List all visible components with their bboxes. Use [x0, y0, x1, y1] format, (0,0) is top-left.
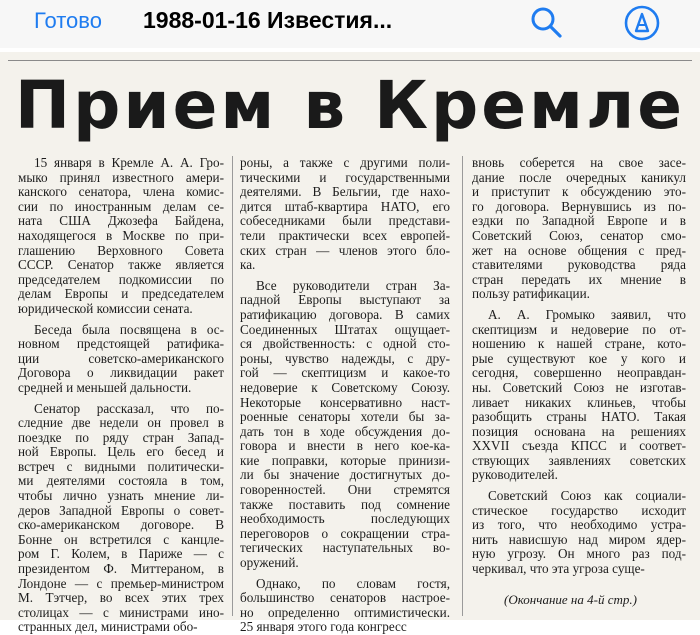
article-line: ми деятелями состояла в том, [18, 473, 224, 489]
article-line: президентом Ф. Миттераном, в [18, 561, 224, 577]
article-line: чтобы лично узнать мнение ли- [18, 488, 224, 504]
article-line: собеседниками были представи- [240, 213, 450, 229]
article-line: жет на основе общения с пред- [472, 242, 686, 258]
article-line: черкивал, что эта угроза суще- [472, 561, 645, 577]
article-line: оружений. [240, 555, 299, 571]
article-line: ной Европы. Цель его бесед и [18, 444, 224, 460]
article-line: ли бы значение достигнутых до- [240, 467, 450, 483]
article-line: го договора. Вернувшись из по- [472, 198, 686, 214]
article-line: роенные сенаторы хотели бы за- [240, 409, 450, 425]
column-divider [462, 156, 463, 616]
article-line: падной Европы выступают за [240, 292, 450, 308]
article-line: ставителями руководства ряда [472, 257, 686, 273]
markup-pen-icon[interactable] [623, 4, 661, 42]
article-column-1 [18, 156, 224, 635]
article-line: также поставить под сомнение [240, 496, 450, 512]
article-line: ратификацию договора. В самих [240, 306, 450, 322]
article-line: вновь соберется на свое засе- [472, 155, 686, 170]
article-line: мыко принял известного амери- [18, 169, 224, 185]
article-line: ната США Джозефа Байдена, [18, 213, 224, 229]
article-line: но определенно оптимистически. [240, 604, 450, 620]
article-line: Однако, по словам гостя, [256, 575, 450, 591]
article-line: руководителей. [472, 467, 558, 483]
article-line: позиция основана на решениях [472, 423, 686, 439]
article-line: ную угрозу. Он много раз под- [472, 546, 686, 562]
article-line: странных дел, министрами обо- [18, 619, 198, 635]
search-icon[interactable] [528, 4, 564, 40]
article-line: Беседа была посвящена в ос- [34, 321, 224, 337]
continuation-note: (Окончание на 4-й стр.) [504, 592, 637, 607]
article-line: говора и внести в него кое-ка- [240, 438, 450, 454]
article-line: Сенатор рассказал, что по- [34, 400, 224, 416]
article-line: следние две недели он провел в [18, 415, 224, 431]
article-line: пользу ратификации. [472, 286, 590, 302]
article-line: XXVII съезда КПСС и соответ- [472, 438, 686, 454]
article-line: необходимость последующих [240, 511, 450, 527]
article-line: СССР. Сенатор также является [18, 257, 224, 273]
article-line: юридической комиссии сената. [18, 300, 193, 316]
top-rule [8, 60, 692, 61]
article-line: Советский Союз как социали- [488, 488, 686, 504]
article-line: Все руководители стран За- [256, 277, 450, 293]
article-line: Соединенных Штатах ощущает- [240, 321, 450, 337]
article-line: ливает никаких клиньев, чтобы [472, 394, 686, 410]
article-line: нить нависшую над миром ядер- [472, 531, 686, 547]
article-line: роны, чувство надежды, с дру- [240, 350, 450, 366]
article-line: ских стран — членов этого бло- [240, 242, 450, 258]
article-line: и приступит к обсуждению это- [472, 184, 686, 200]
article-line: ка. [240, 257, 256, 273]
article-line: большинство сенаторов настрое- [240, 590, 450, 606]
article-line: рые существуют кое у кого и [472, 350, 686, 366]
done-button[interactable]: Готово [34, 8, 102, 33]
article-line: поездке по ряду стран Запад- [18, 429, 224, 445]
article-line: Советский Союз, сенатор смо- [472, 227, 686, 243]
article-line: кие поправки, которые принизи- [240, 452, 450, 468]
article-line: Некоторые консервативно наст- [240, 394, 450, 410]
article-column-3 [472, 156, 686, 577]
article-line: ром Г. Колем, в Париже — с [18, 546, 224, 562]
article-line: сегодня, совершенно неоправдан- [472, 365, 686, 381]
article-line: разобщить страны НАТО. Такая [472, 409, 686, 425]
article-line: средней и меньшей дальности. [18, 379, 192, 395]
article-line: сии по иностранным делам се- [18, 198, 224, 214]
article-line: А. А. Громыко заявил, что [488, 306, 686, 322]
article-line: переговоров о сокращении стра- [240, 525, 450, 541]
article-line: глашению Верховного Совета [18, 242, 224, 258]
article-line: председателем подкомиссии по [18, 271, 224, 287]
article-line: ся двойственность: с одной сто- [240, 336, 450, 352]
article-line: деров Западной Европы о совет- [18, 502, 224, 518]
article-line: дание после очередных каникул [472, 169, 686, 185]
article-line: находящегося в Москве по при- [18, 227, 224, 243]
article-line: говоренностей. Они стремятся [240, 482, 450, 498]
article-line: гой — скептицизм и какое-то [240, 365, 450, 381]
article-line: ношению к нашей стране, кото- [472, 336, 686, 352]
article-line: ско-американском договоре. В [18, 517, 224, 533]
article-line: канского сенатора, члена комис- [18, 184, 224, 200]
article-line: деятелями. В Бельгии, где нахо- [240, 184, 450, 200]
article-line: тели практически всех европей- [240, 227, 450, 243]
article-line: тическими и государственными [240, 169, 450, 185]
column-divider [232, 156, 233, 616]
article-line: дится штаб-квартира НАТО, его [240, 198, 450, 214]
article-line: 25 января этого года конгресс [240, 619, 407, 635]
article-line: новном предстоящей ратифика- [18, 336, 224, 352]
article-line: дать тон в ходе обсуждения до- [240, 423, 450, 439]
document-title: 1988-01-16 Известия... [143, 7, 393, 33]
article-line: делам Европы и председателем [18, 286, 224, 302]
toolbar [0, 0, 700, 48]
article-line: 15 января в Кремле А. А. Гро- [34, 155, 224, 170]
article-line: стран передать их мнение в [472, 271, 686, 287]
newspaper-clipping [0, 52, 700, 635]
article-line: роны, а также с другими поли- [240, 155, 450, 170]
article-line: столицах — с министрами ино- [18, 604, 224, 620]
article-column-2 [240, 156, 450, 635]
article-line: ции советско-американского [18, 350, 224, 366]
article-line: ствующих заявлениях советских [472, 452, 686, 468]
article-line: стическое государство исходит [472, 502, 686, 518]
article-line: из того, что необходимо устра- [472, 517, 686, 533]
article-line: М. Тэтчер, во всех этих трех [18, 590, 224, 606]
article-line: Лондоне — с премьер-министром [18, 575, 224, 591]
article-line: ны. Советский Союз не изготав- [472, 379, 686, 395]
headline: Прием в Кремле [14, 67, 686, 144]
article-line: встреч с видными политически- [18, 458, 224, 474]
article-line: Бонне он встретился с канцле- [18, 531, 224, 547]
article-line: скептицизм и недоверие по от- [472, 321, 686, 337]
article-line: ездки по Западной Европе и в [472, 213, 686, 229]
article-line: Договора о ликвидации ракет [18, 365, 224, 381]
article-line: недоверие к Советскому Союзу. [240, 379, 450, 395]
article-line: тегических наступательных во- [240, 540, 450, 556]
